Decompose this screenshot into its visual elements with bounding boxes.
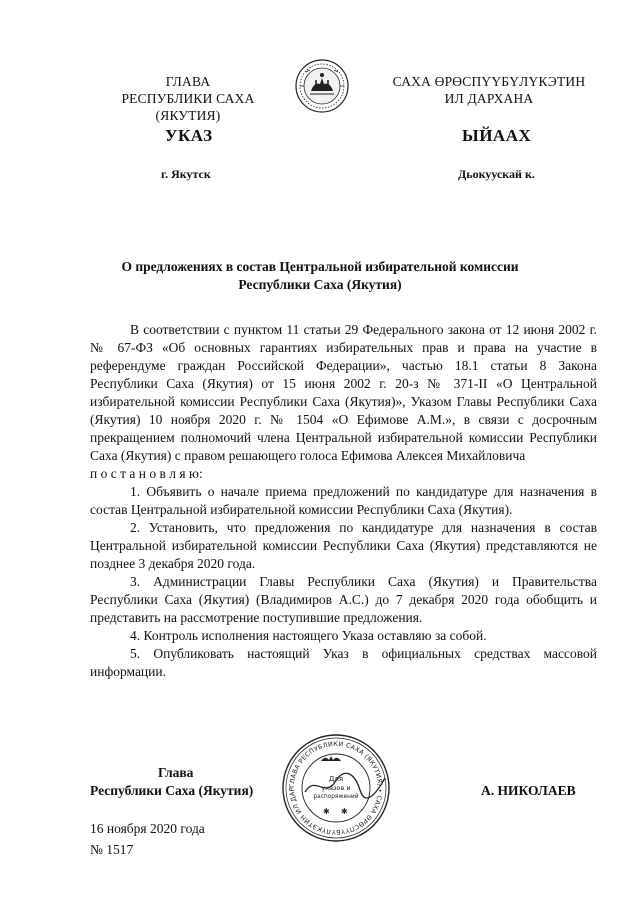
header-left-line2: РЕСПУБЛИКИ САХА (ЯКУТИЯ) bbox=[121, 91, 255, 123]
decree-word: п о с т а н о в л я ю: bbox=[90, 466, 203, 481]
item-1: 1. Объявить о начале приема предложений по кандидатуре для назначения в состав Центральной избирательной комиссии Республики Саха (Якутия). bbox=[90, 484, 597, 517]
preamble-paragraph: В соответствии с пунктом 11 статьи 29 Федерального закона от 12 июня 2002 г. № 67-ФЗ «Об основных гарантиях избирательных прав и права на участие в референдуме граждан Российской Федерации», частью 18.1 статьи 8 Закона Республики Саха (Якутия) от 15 июня 2002 г. 20-з № 371-II «О Центральной избирательной комиссии Республики Саха (Якутия)», Указом Главы Республики Саха (Якутия) 10 ноября 2020 г. № 1504 «О Ефимове А.М.», в связи с досрочным прекращением полномочий члена Центральной избирательной комиссии Республики Саха (Якутия) с правом решающего голоса Ефимова Алексея Михайловича bbox=[90, 322, 597, 463]
signature-position bbox=[90, 764, 280, 800]
document-title bbox=[90, 258, 550, 294]
doc-type-right: ЫЙААХ bbox=[462, 126, 532, 145]
document-title-line2: Республики Саха (Якутия) bbox=[238, 277, 402, 292]
stamp-center-line1: Для bbox=[328, 775, 344, 783]
document-body bbox=[90, 321, 597, 681]
stamp-center-line2: указов и bbox=[321, 784, 351, 792]
header-right-line1: САХА ӨРӨСПҮҮБҮЛҮКЭТИН bbox=[392, 74, 586, 89]
item-4: 4. Контроль исполнения настоящего Указа оставляю за собой. bbox=[130, 628, 487, 643]
item-3: 3. Администрации Главы Республики Саха (Якутия) и Правительства Республики Саха (Якутия) (Владимиров А.С.) до 7 декабря 2020 года обобщить и представить на рассмотрение поступившие предложения. bbox=[90, 574, 597, 625]
stamp-ring-text: ГЛАВА РЕСПУБЛИКИ САХА (ЯКУТИЯ) • САХА ӨРӨСПҮҮБҮЛҮКЭТИН ИЛ ДАР bbox=[287, 739, 385, 837]
header-left bbox=[88, 73, 288, 124]
header-right bbox=[380, 73, 598, 107]
item-5: 5. Опубликовать настоящий Указ в официальных средствах массовой информации. bbox=[90, 646, 597, 679]
item-2: 2. Установить, что предложения по кандидатуре для назначения в состав Центральной избирательной комиссии Республики Саха (Якутия) представляются не позднее 3 декабря 2020 года. bbox=[90, 520, 597, 571]
doc-type-left: УКАЗ bbox=[165, 126, 213, 145]
header-left-line1: ГЛАВА bbox=[165, 74, 211, 89]
signatory-name: А. НИКОЛАЕВ bbox=[481, 783, 576, 798]
signature-position-line1: Глава bbox=[158, 765, 194, 780]
handwritten-signature bbox=[300, 770, 390, 800]
stamp-center-line3: распоряжений bbox=[313, 794, 359, 800]
signature-position-line2: Республики Саха (Якутия) bbox=[90, 783, 254, 798]
svg-text:✱: ✱ bbox=[323, 807, 330, 816]
city-right: Дьокуускай к. bbox=[458, 167, 535, 181]
coat-of-arms-emblem bbox=[294, 58, 350, 114]
header-right-line2: ИЛ ДАРХАНА bbox=[444, 91, 534, 106]
document-date: 16 ноября 2020 года bbox=[90, 821, 205, 836]
city-left: г. Якутск bbox=[161, 167, 211, 181]
svg-text:✱: ✱ bbox=[341, 807, 348, 816]
document-number: № 1517 bbox=[90, 842, 134, 857]
document-title-line1: О предложениях в состав Центральной избирательной комиссии bbox=[121, 259, 519, 274]
